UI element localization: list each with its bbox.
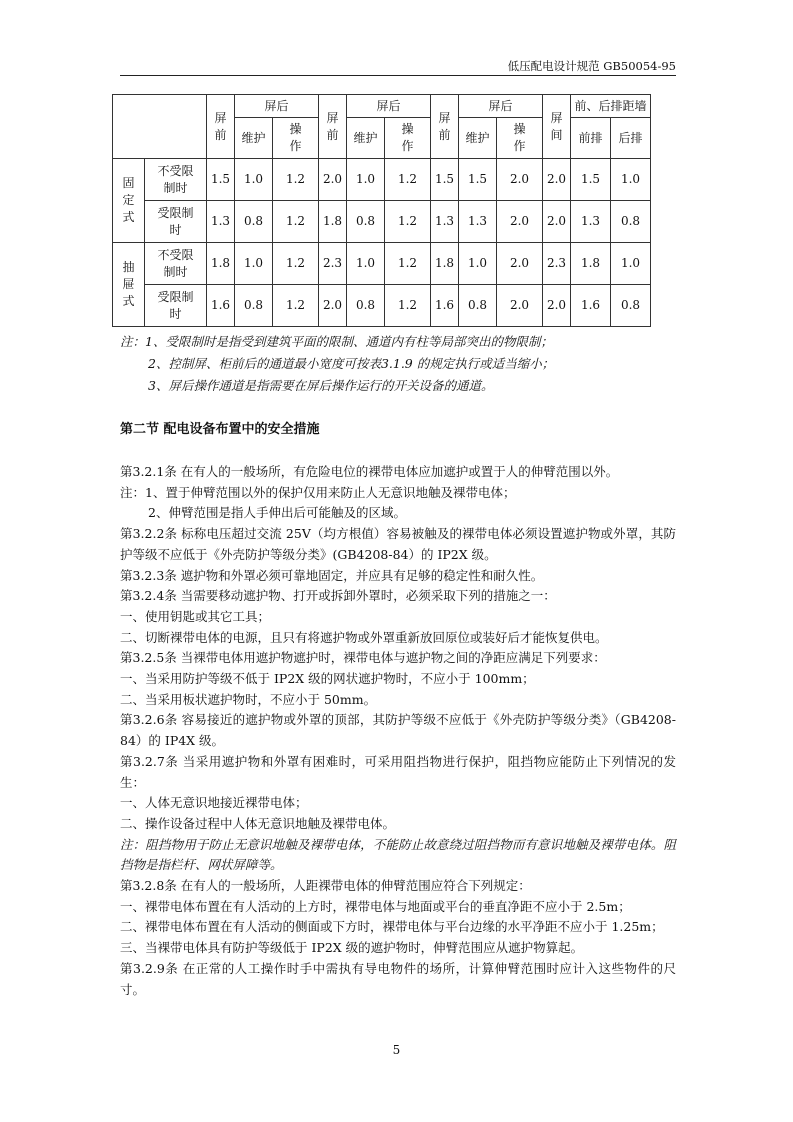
cell: 1.0 [235, 243, 273, 285]
cell: 1.8 [571, 243, 611, 285]
clause-3-2-1: 第3.2.1条 在有人的一般场所，有危险电位的裸带电体应加遮护或置于人的伸臂范围以外。 [120, 464, 619, 479]
cell: 0.8 [611, 201, 651, 243]
cell: 0.8 [611, 285, 651, 327]
header-screen-front: 屏 前 [207, 95, 235, 159]
table-notes [120, 331, 554, 397]
cell: 1.2 [385, 243, 431, 285]
cell: 1.2 [385, 159, 431, 201]
header-maintain: 维护 [459, 118, 497, 159]
cell: 0.8 [235, 285, 273, 327]
cell: 2.0 [543, 159, 571, 201]
clause-3-2-3: 第3.2.3条 遮护物和外罩必须可靠地固定，并应具有足够的稳定性和耐久性。 [120, 567, 544, 583]
header-screen-back: 屏后 [235, 95, 319, 118]
cell: 2.0 [543, 285, 571, 327]
section-body [120, 462, 676, 1000]
cell: 2.0 [319, 159, 347, 201]
header-screen-back: 屏后 [347, 95, 431, 118]
group-fixed: 固 定 式 [113, 159, 145, 243]
list-item: 一、裸带电体布置在有人活动的上方时，裸带电体与地面或平台的垂直净距不应小于 2.5m； [120, 898, 631, 914]
cell: 2.0 [497, 201, 543, 243]
cell: 2.0 [497, 159, 543, 201]
clause-3-2-5: 第3.2.5条 当裸带电体用遮护物遮护时，裸带电体与遮护物之间的净距应满足下列要求： [120, 650, 606, 666]
cell: 1.5 [571, 159, 611, 201]
clause-3-2-9: 第3.2.9条 在正常的人工操作时手中需执有导电物件的场所，计算伸臂范围时应计入这些物件的尺寸。 [120, 960, 676, 997]
clause-3-2-7: 第3.2.7条 当采用遮护物和外罩有困难时，可采用阻挡物进行保护，阻挡物应能防止下列情况的发生： [120, 753, 676, 790]
cell: 1.0 [459, 243, 497, 285]
cell: 1.5 [459, 159, 497, 201]
clause-3-2-6: 第3.2.6条 容易接近的遮护物或外罩的顶部，其防护等级不应低于《外壳防护等级分类》（GB4208-84）的 IP4X 级。 [120, 712, 676, 749]
note-line: 注：阻挡物用于防止无意识地触及裸带电体，不能防止故意绕过阻挡物而有意识地触及裸带电体。阻挡物是指栏杆、网状屏障等。 [120, 836, 676, 873]
group-drawer: 抽 屉 式 [113, 243, 145, 327]
cell: 1.3 [459, 201, 497, 243]
note-line: 2、控制屏、柜前后的通道最小宽度可按表3.1.9 的规定执行或适当缩小； [148, 356, 555, 371]
cell: 1.2 [273, 243, 319, 285]
list-item: 一、人体无意识地接近裸带电体； [120, 795, 308, 811]
note-line: 注：1、受限制时是指受到建筑平面的限制、通道内有柱等局部突出的物限制； [120, 334, 553, 349]
list-item: 三、当裸带电体具有防护等级低于 IP2X 级的遮护物时，伸臂范围应从遮护物算起。 [120, 940, 584, 956]
header-wall-distance: 前、后排距墙 [571, 95, 651, 118]
cell: 1.0 [347, 243, 385, 285]
section-title: 第二节 配电设备布置中的安全措施 [120, 422, 320, 437]
cell: 1.0 [347, 159, 385, 201]
table-corner [113, 95, 207, 159]
cell: 1.2 [385, 201, 431, 243]
condition-unrestricted: 不受限 制时 [145, 159, 207, 201]
cell: 1.5 [431, 159, 459, 201]
cell: 1.8 [207, 243, 235, 285]
header-screen-front: 屏 前 [431, 95, 459, 159]
cell: 2.0 [497, 285, 543, 327]
cell: 2.3 [319, 243, 347, 285]
header-operate: 操 作 [385, 118, 431, 159]
condition-restricted: 受限制 时 [145, 201, 207, 243]
cell: 1.0 [235, 159, 273, 201]
page-number: 5 [392, 1043, 401, 1057]
cell: 1.8 [431, 243, 459, 285]
cell: 2.3 [543, 243, 571, 285]
cell: 1.5 [207, 159, 235, 201]
cell: 1.2 [273, 201, 319, 243]
note-line: 3、屏后操作通道是指需要在屏后操作运行的开关设备的通道。 [148, 378, 494, 393]
note-line: 2、伸臂范围是指人手伸出后可能触及的区域。 [148, 505, 406, 521]
cell: 0.8 [347, 201, 385, 243]
cell: 2.0 [543, 201, 571, 243]
header-operate: 操 作 [273, 118, 319, 159]
cell: 1.2 [273, 285, 319, 327]
running-header: 低压配电设计规范 GB50054-95 [507, 59, 676, 73]
cell: 0.8 [347, 285, 385, 327]
cell: 1.2 [385, 285, 431, 327]
cell: 1.0 [611, 159, 651, 201]
cell: 1.2 [273, 159, 319, 201]
cell: 1.8 [319, 201, 347, 243]
list-item: 二、切断裸带电体的电源，且只有将遮护物或外罩重新放回原位或装好后才能恢复供电。 [120, 629, 608, 645]
header-operate: 操 作 [497, 118, 543, 159]
condition-unrestricted: 不受限 制时 [145, 243, 207, 285]
cell: 0.8 [235, 201, 273, 243]
list-item: 二、裸带电体布置在有人活动的侧面或下方时，裸带电体与平台边缘的水平净距不应小于 1.25m； [120, 919, 664, 935]
header-maintain: 维护 [235, 118, 273, 159]
list-item: 二、操作设备过程中人体无意识地触及裸带电体。 [120, 815, 396, 831]
header-screen-back: 屏后 [459, 95, 543, 118]
cell: 1.0 [611, 243, 651, 285]
cell: 2.0 [497, 243, 543, 285]
clause-3-2-2: 第3.2.2条 标称电压超过交流 25V（均方根值）容易被触及的裸带电体必须设置遮护物或外罩，其防护等级不应低于《外壳防护等级分类》(GB4208-84）的 IP2X 级。 [120, 526, 676, 562]
header-maintain: 维护 [347, 118, 385, 159]
cell: 1.3 [207, 201, 235, 243]
list-item: 一、当采用防护等级不低于 IP2X 级的网状遮护物时，不应小于 100mm； [120, 671, 535, 687]
header-back-row: 后排 [611, 118, 651, 159]
note-line: 注：1、置于伸臂范围以外的保护仅用来防止人无意识地触及裸带电体； [120, 484, 516, 500]
cell: 0.8 [459, 285, 497, 327]
cell: 1.6 [571, 285, 611, 327]
cell: 1.6 [431, 285, 459, 327]
header-screen-front: 屏 前 [319, 95, 347, 159]
list-item: 一、使用钥匙或其它工具； [120, 608, 271, 624]
clause-3-2-8: 第3.2.8条 在有人的一般场所，人距裸带电体的伸臂范围应符合下列规定： [120, 878, 531, 894]
list-item: 二、当采用板状遮护物时，不应小于 50mm。 [120, 691, 377, 707]
header-rule [120, 75, 676, 76]
clause-3-2-4: 第3.2.4条 当需要移动遮护物、打开或拆卸外罩时，必须采取下列的措施之一： [120, 588, 556, 604]
condition-restricted: 受限制 时 [145, 285, 207, 327]
header-screen-gap: 屏 间 [543, 95, 571, 159]
cell: 2.0 [319, 285, 347, 327]
cell: 1.3 [571, 201, 611, 243]
cell: 1.6 [207, 285, 235, 327]
header-front-row: 前排 [571, 118, 611, 159]
cell: 1.3 [431, 201, 459, 243]
clearance-table [112, 94, 651, 327]
